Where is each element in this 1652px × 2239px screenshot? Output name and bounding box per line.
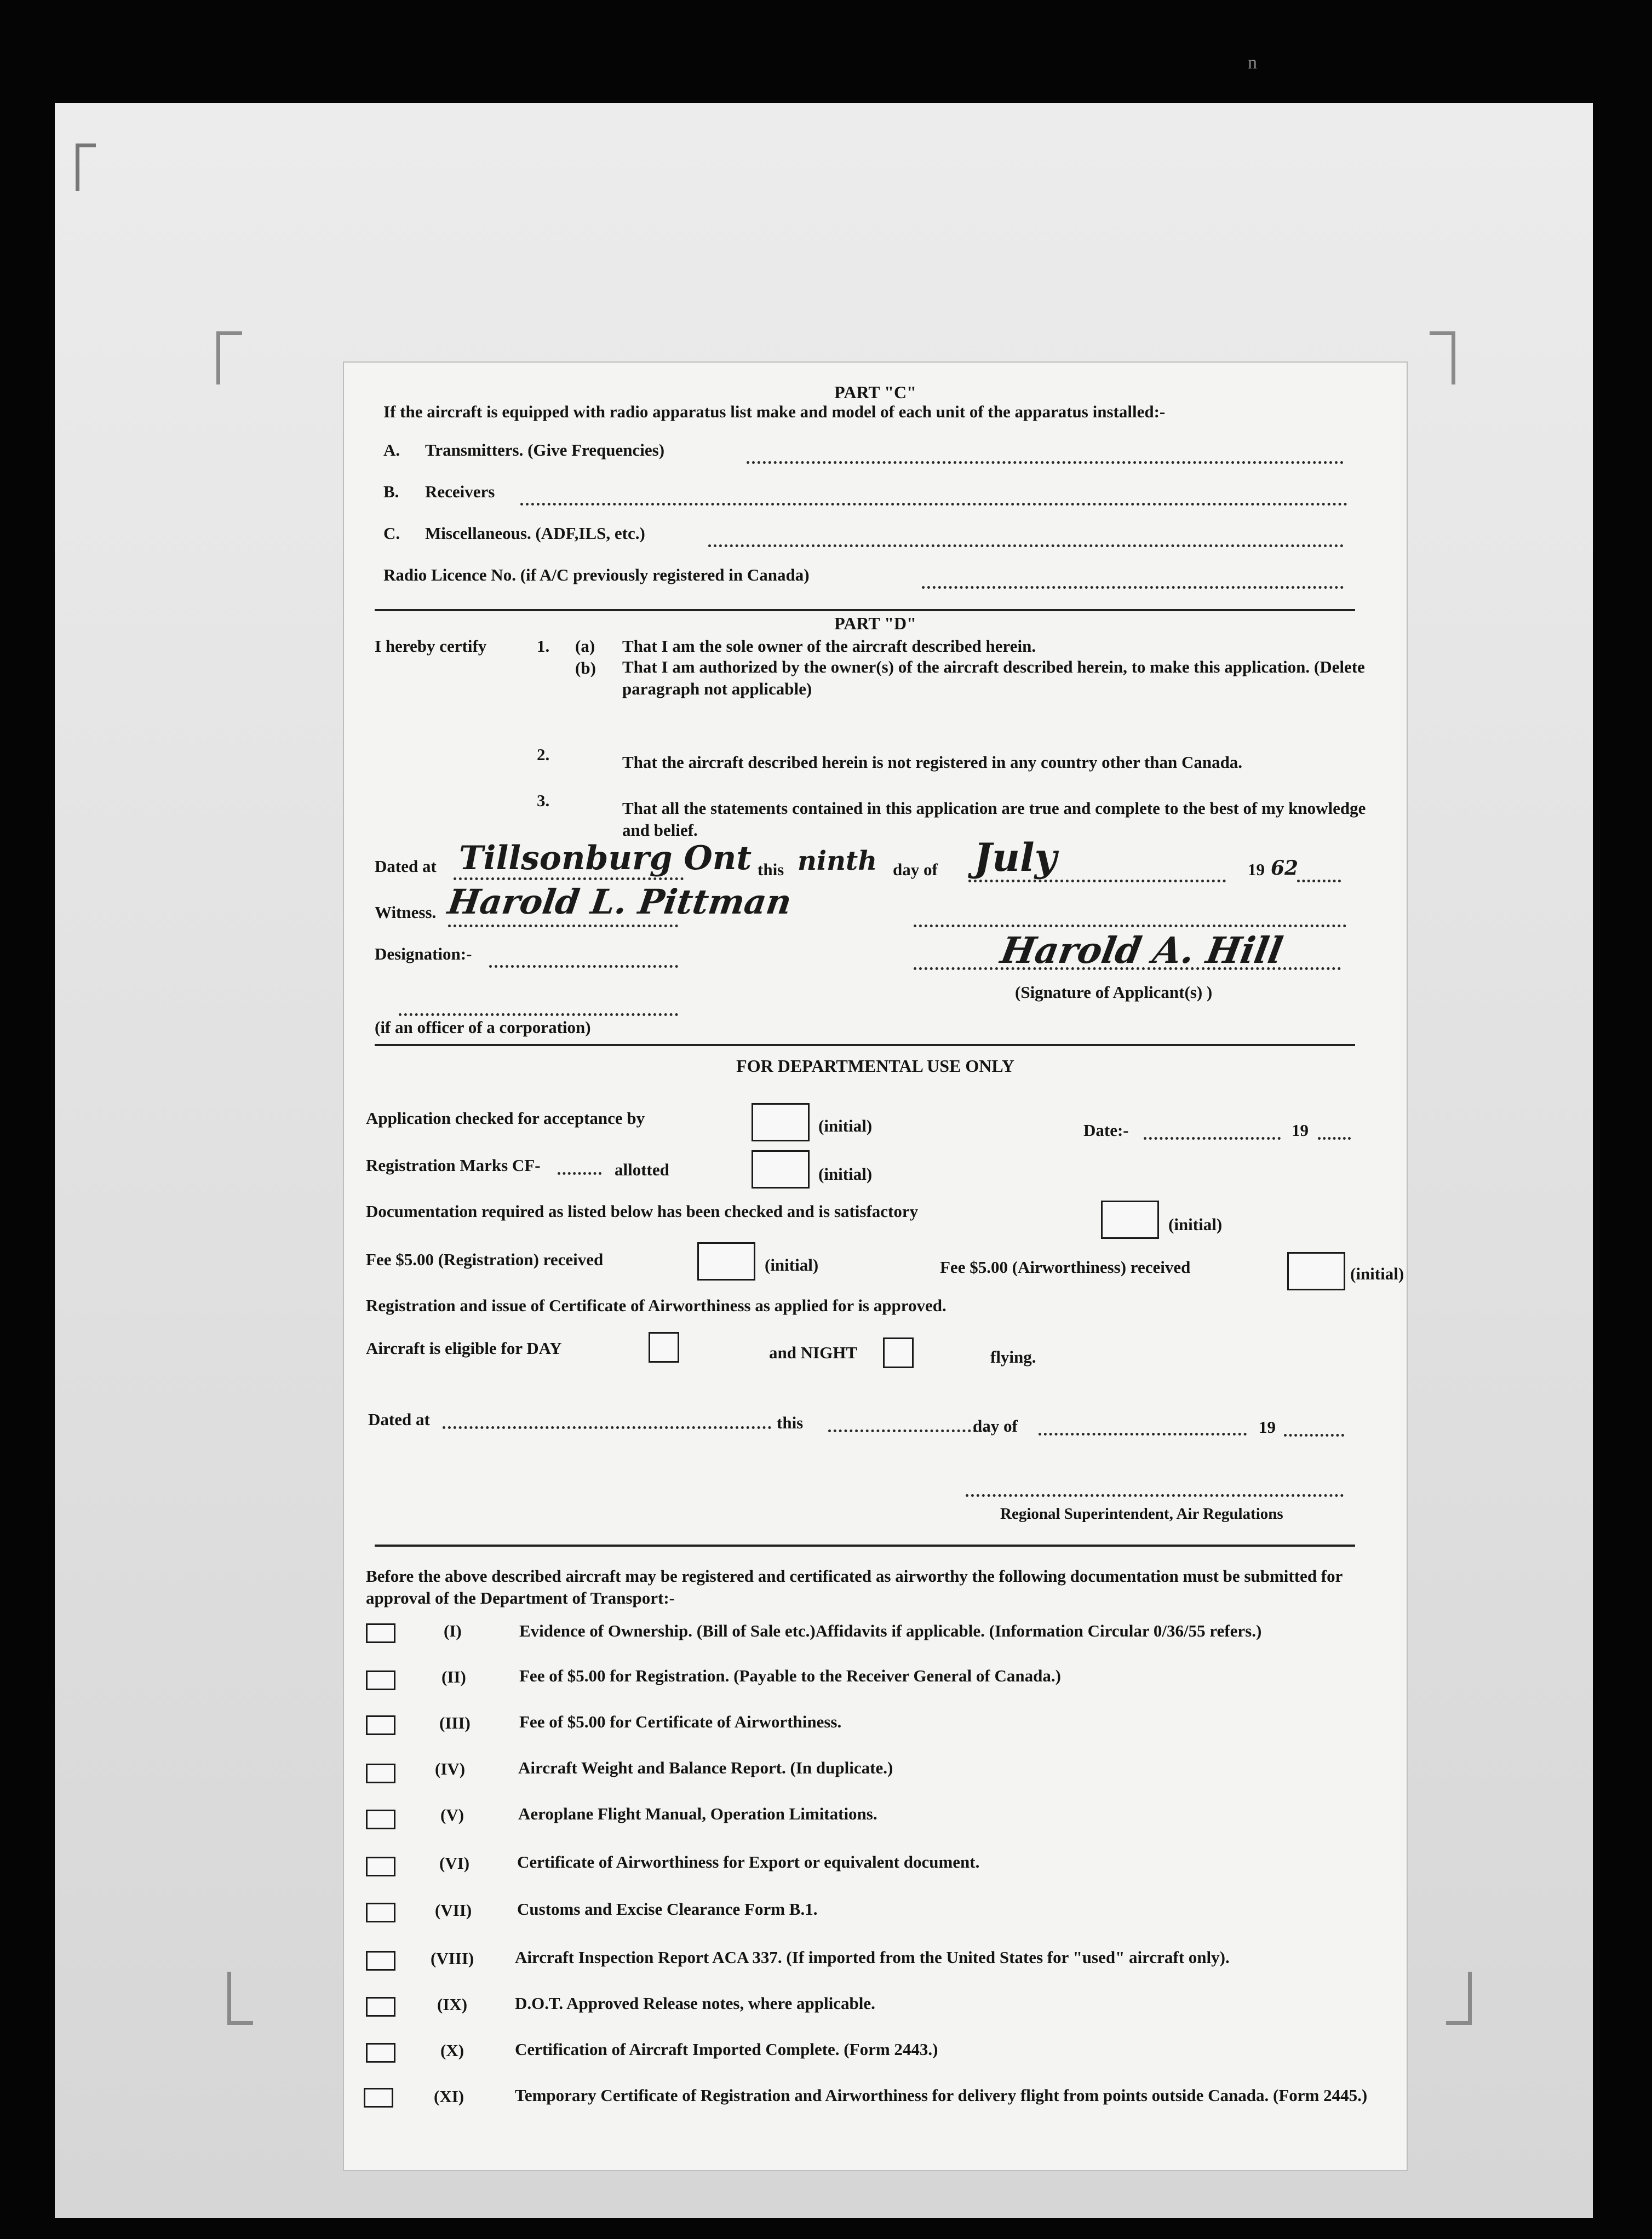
clause-1a-text: That I am the sole owner of the aircraft described herein.: [622, 636, 1036, 656]
item-letter-c: C.: [383, 524, 400, 543]
crop-mark: [76, 143, 96, 191]
application-form-page: [344, 363, 1407, 2170]
designation-field-2[interactable]: [399, 1013, 678, 1016]
film-mark: n: [1248, 53, 1257, 73]
flying-label: flying.: [990, 1347, 1036, 1367]
item-checkbox-ix[interactable]: [366, 1997, 395, 2017]
signature-caption: (Signature of Applicant(s) ): [1015, 983, 1213, 1002]
signature-field-upper: [914, 925, 1346, 927]
item-text-iii: Fee of $5.00 for Certificate of Airworthiness.: [519, 1712, 842, 1731]
part-c-intro: If the aircraft is equipped with radio apparatus list make and model of each unit of the apparatus installed:-: [383, 402, 1166, 421]
initial-label: (initial): [818, 1116, 873, 1135]
clause-1b-text: That I am authorized by the owner(s) of the aircraft described herein, to make this application. (Delete paragraph not applicable): [622, 657, 1365, 698]
registration-marks-field[interactable]: [558, 1172, 601, 1175]
designation-label: Designation:-: [375, 944, 472, 963]
officer-note: (if an officer of a corporation): [375, 1018, 591, 1037]
fee-airworthiness-initial-box[interactable]: [1287, 1252, 1345, 1290]
item-text-x: Certification of Aircraft Imported Complete. (Form 2443.): [515, 2040, 938, 2059]
date-field[interactable]: [1144, 1137, 1281, 1140]
applicant-signature[interactable]: Harold A. Hill: [997, 929, 1286, 972]
item-text-v: Aeroplane Flight Manual, Operation Limitations.: [518, 1804, 877, 1823]
dated-at-label: Dated at: [375, 857, 437, 876]
witness-field: [448, 925, 678, 927]
item-checkbox-vii[interactable]: [366, 1903, 395, 1922]
year-handwritten[interactable]: 62: [1271, 857, 1299, 880]
clause-2-text: That the aircraft described herein is not registered in any country other than Canada.: [622, 753, 1243, 772]
approval-statement: Registration and issue of Certificate of Airworthiness as applied for is approved.: [366, 1296, 947, 1315]
dept-month-field[interactable]: [1039, 1433, 1247, 1436]
dept-year-field[interactable]: [1284, 1434, 1344, 1437]
crop-mark: [216, 331, 242, 384]
receivers-field[interactable]: [520, 503, 1347, 506]
item-number-iii: (III): [439, 1713, 471, 1732]
section-divider: [375, 1044, 1355, 1046]
initial-label: (initial): [1168, 1215, 1223, 1234]
miscellaneous-field[interactable]: [708, 544, 1344, 547]
clause-1a-mark: (a): [575, 636, 595, 656]
day-of-label: day of: [893, 860, 938, 879]
item-checkbox-vi[interactable]: [366, 1857, 395, 1876]
item-number-vi: (VI): [439, 1853, 470, 1873]
clause-3-text: That all the statements contained in this application are true and complete to the best of my knowledge and belief.: [622, 799, 1366, 840]
item-text-vii: Customs and Excise Clearance Form B.1.: [517, 1899, 818, 1919]
initial-label: (initial): [765, 1255, 819, 1274]
month-handwritten[interactable]: July: [974, 835, 1057, 880]
item-number-xi: (XI): [434, 2087, 464, 2106]
fee-airworthiness-label: Fee $5.00 (Airworthiness) received: [940, 1258, 1191, 1277]
crop-mark: [1446, 1972, 1472, 2025]
fee-registration-label: Fee $5.00 (Registration) received: [366, 1250, 604, 1269]
item-checkbox-x[interactable]: [366, 2043, 395, 2063]
item-text-ii: Fee of $5.00 for Registration. (Payable to the Receiver General of Canada.): [519, 1666, 1061, 1685]
superintendent-signature-field[interactable]: [966, 1494, 1344, 1497]
item-checkbox-i[interactable]: [366, 1623, 395, 1643]
item-number-vii: (VII): [435, 1901, 472, 1920]
fee-registration-initial-box[interactable]: [697, 1242, 755, 1281]
section-divider: [375, 1545, 1355, 1547]
witness-signature[interactable]: Harold L. Pittman: [445, 882, 794, 922]
certify-label: I hereby certify: [375, 636, 487, 656]
item-text-vi: Certificate of Airworthiness for Export or equivalent document.: [517, 1852, 980, 1871]
item-number-i: (I): [444, 1621, 462, 1640]
applicant-signature-field: [914, 967, 1341, 970]
crop-mark: [227, 1972, 253, 2025]
dept-this-label: this: [777, 1413, 804, 1432]
item-checkbox-ii[interactable]: [366, 1670, 395, 1690]
designation-field[interactable]: [489, 965, 678, 968]
superintendent-caption: Regional Superintendent, Air Regulations: [1000, 1505, 1283, 1523]
initial-label: (initial): [1350, 1264, 1404, 1283]
year-field: [1297, 880, 1341, 882]
day-checkbox[interactable]: [649, 1332, 679, 1363]
item-text-ix: D.O.T. Approved Release notes, where applicable.: [515, 1994, 875, 2013]
part-d-heading: PART "D": [834, 613, 916, 633]
this-label: this: [758, 860, 784, 879]
initial-label: (initial): [818, 1164, 873, 1184]
item-number-ix: (IX): [437, 1995, 468, 2014]
item-number-iv: (IV): [435, 1759, 466, 1778]
item-checkbox-xi[interactable]: [364, 2088, 393, 2108]
crop-mark: [1430, 331, 1455, 384]
allotted-label: allotted: [615, 1160, 669, 1179]
item-checkbox-v[interactable]: [366, 1810, 395, 1829]
application-checked-label: Application checked for acceptance by: [366, 1109, 645, 1128]
documentation-intro: Before the above described aircraft may be registered and certificated as airworthy the following documentation must be submitted for approval of the Department of Transport:-: [366, 1566, 1343, 1608]
item-number-viii: (VIII): [431, 1949, 474, 1968]
day-handwritten[interactable]: ninth: [798, 846, 877, 876]
date-year-prefix: 19: [1292, 1121, 1309, 1140]
transmitters-field[interactable]: [747, 461, 1344, 464]
transmitters-label: Transmitters. (Give Frequencies): [425, 440, 665, 460]
allotted-initial-box[interactable]: [752, 1150, 810, 1189]
clause-3-number: 3.: [537, 791, 550, 810]
date-label: Date:-: [1083, 1121, 1129, 1140]
and-night-label: and NIGHT: [769, 1343, 858, 1362]
date-year-field[interactable]: [1318, 1137, 1351, 1140]
radio-licence-field[interactable]: [922, 586, 1344, 589]
registration-marks-label: Registration Marks CF-: [366, 1156, 541, 1175]
item-checkbox-iii[interactable]: [366, 1715, 395, 1735]
item-letter-b: B.: [383, 482, 399, 501]
night-checkbox[interactable]: [883, 1337, 914, 1368]
documentation-initial-box[interactable]: [1101, 1201, 1159, 1239]
checked-initial-box[interactable]: [752, 1103, 810, 1141]
item-text-viii: Aircraft Inspection Report ACA 337. (If imported from the United States for "used" aircraft only).: [515, 1948, 1230, 1967]
place-handwritten[interactable]: Tillsonburg Ont: [459, 839, 752, 877]
departmental-heading: FOR DEPARTMENTAL USE ONLY: [736, 1056, 1014, 1076]
part-c-heading: PART "C": [834, 382, 916, 402]
receivers-label: Receivers: [425, 482, 495, 501]
radio-licence-label: Radio Licence No. (if A/C previously registered in Canada): [383, 565, 810, 584]
item-number-x: (X): [440, 2041, 464, 2060]
documentation-label: Documentation required as listed below has been checked and is satisfactory: [366, 1202, 919, 1221]
year-prefix: 19: [1248, 860, 1265, 879]
item-checkbox-iv[interactable]: [366, 1764, 395, 1783]
item-letter-a: A.: [383, 440, 400, 460]
dept-year-prefix: 19: [1259, 1417, 1276, 1437]
item-checkbox-viii[interactable]: [366, 1951, 395, 1971]
item-number-v: (V): [440, 1805, 464, 1824]
clause-1-number: 1.: [537, 636, 550, 656]
clause-2-number: 2.: [537, 745, 550, 764]
dept-day-field[interactable]: [828, 1429, 987, 1432]
dept-day-of-label: day of: [973, 1416, 1018, 1436]
item-text-iv: Aircraft Weight and Balance Report. (In duplicate.): [518, 1758, 893, 1777]
dept-dated-at-label: Dated at: [368, 1410, 430, 1429]
clause-1b-mark: (b): [575, 658, 596, 678]
item-text-xi: Temporary Certificate of Registration and Airworthiness for delivery flight from points outside Canada. (Form 2445.): [515, 2086, 1368, 2105]
witness-label: Witness.: [375, 903, 437, 922]
item-number-ii: (II): [441, 1667, 466, 1686]
eligible-day-label: Aircraft is eligible for DAY: [366, 1339, 562, 1358]
item-text-i: Evidence of Ownership. (Bill of Sale etc.)Affidavits if applicable. (Information Circular 0/36/55 refers.): [519, 1621, 1262, 1640]
place-field: [454, 877, 684, 880]
dept-place-field[interactable]: [443, 1426, 771, 1429]
section-divider: [375, 609, 1355, 611]
month-field: [968, 880, 1226, 882]
miscellaneous-label: Miscellaneous. (ADF,ILS, etc.): [425, 524, 645, 543]
